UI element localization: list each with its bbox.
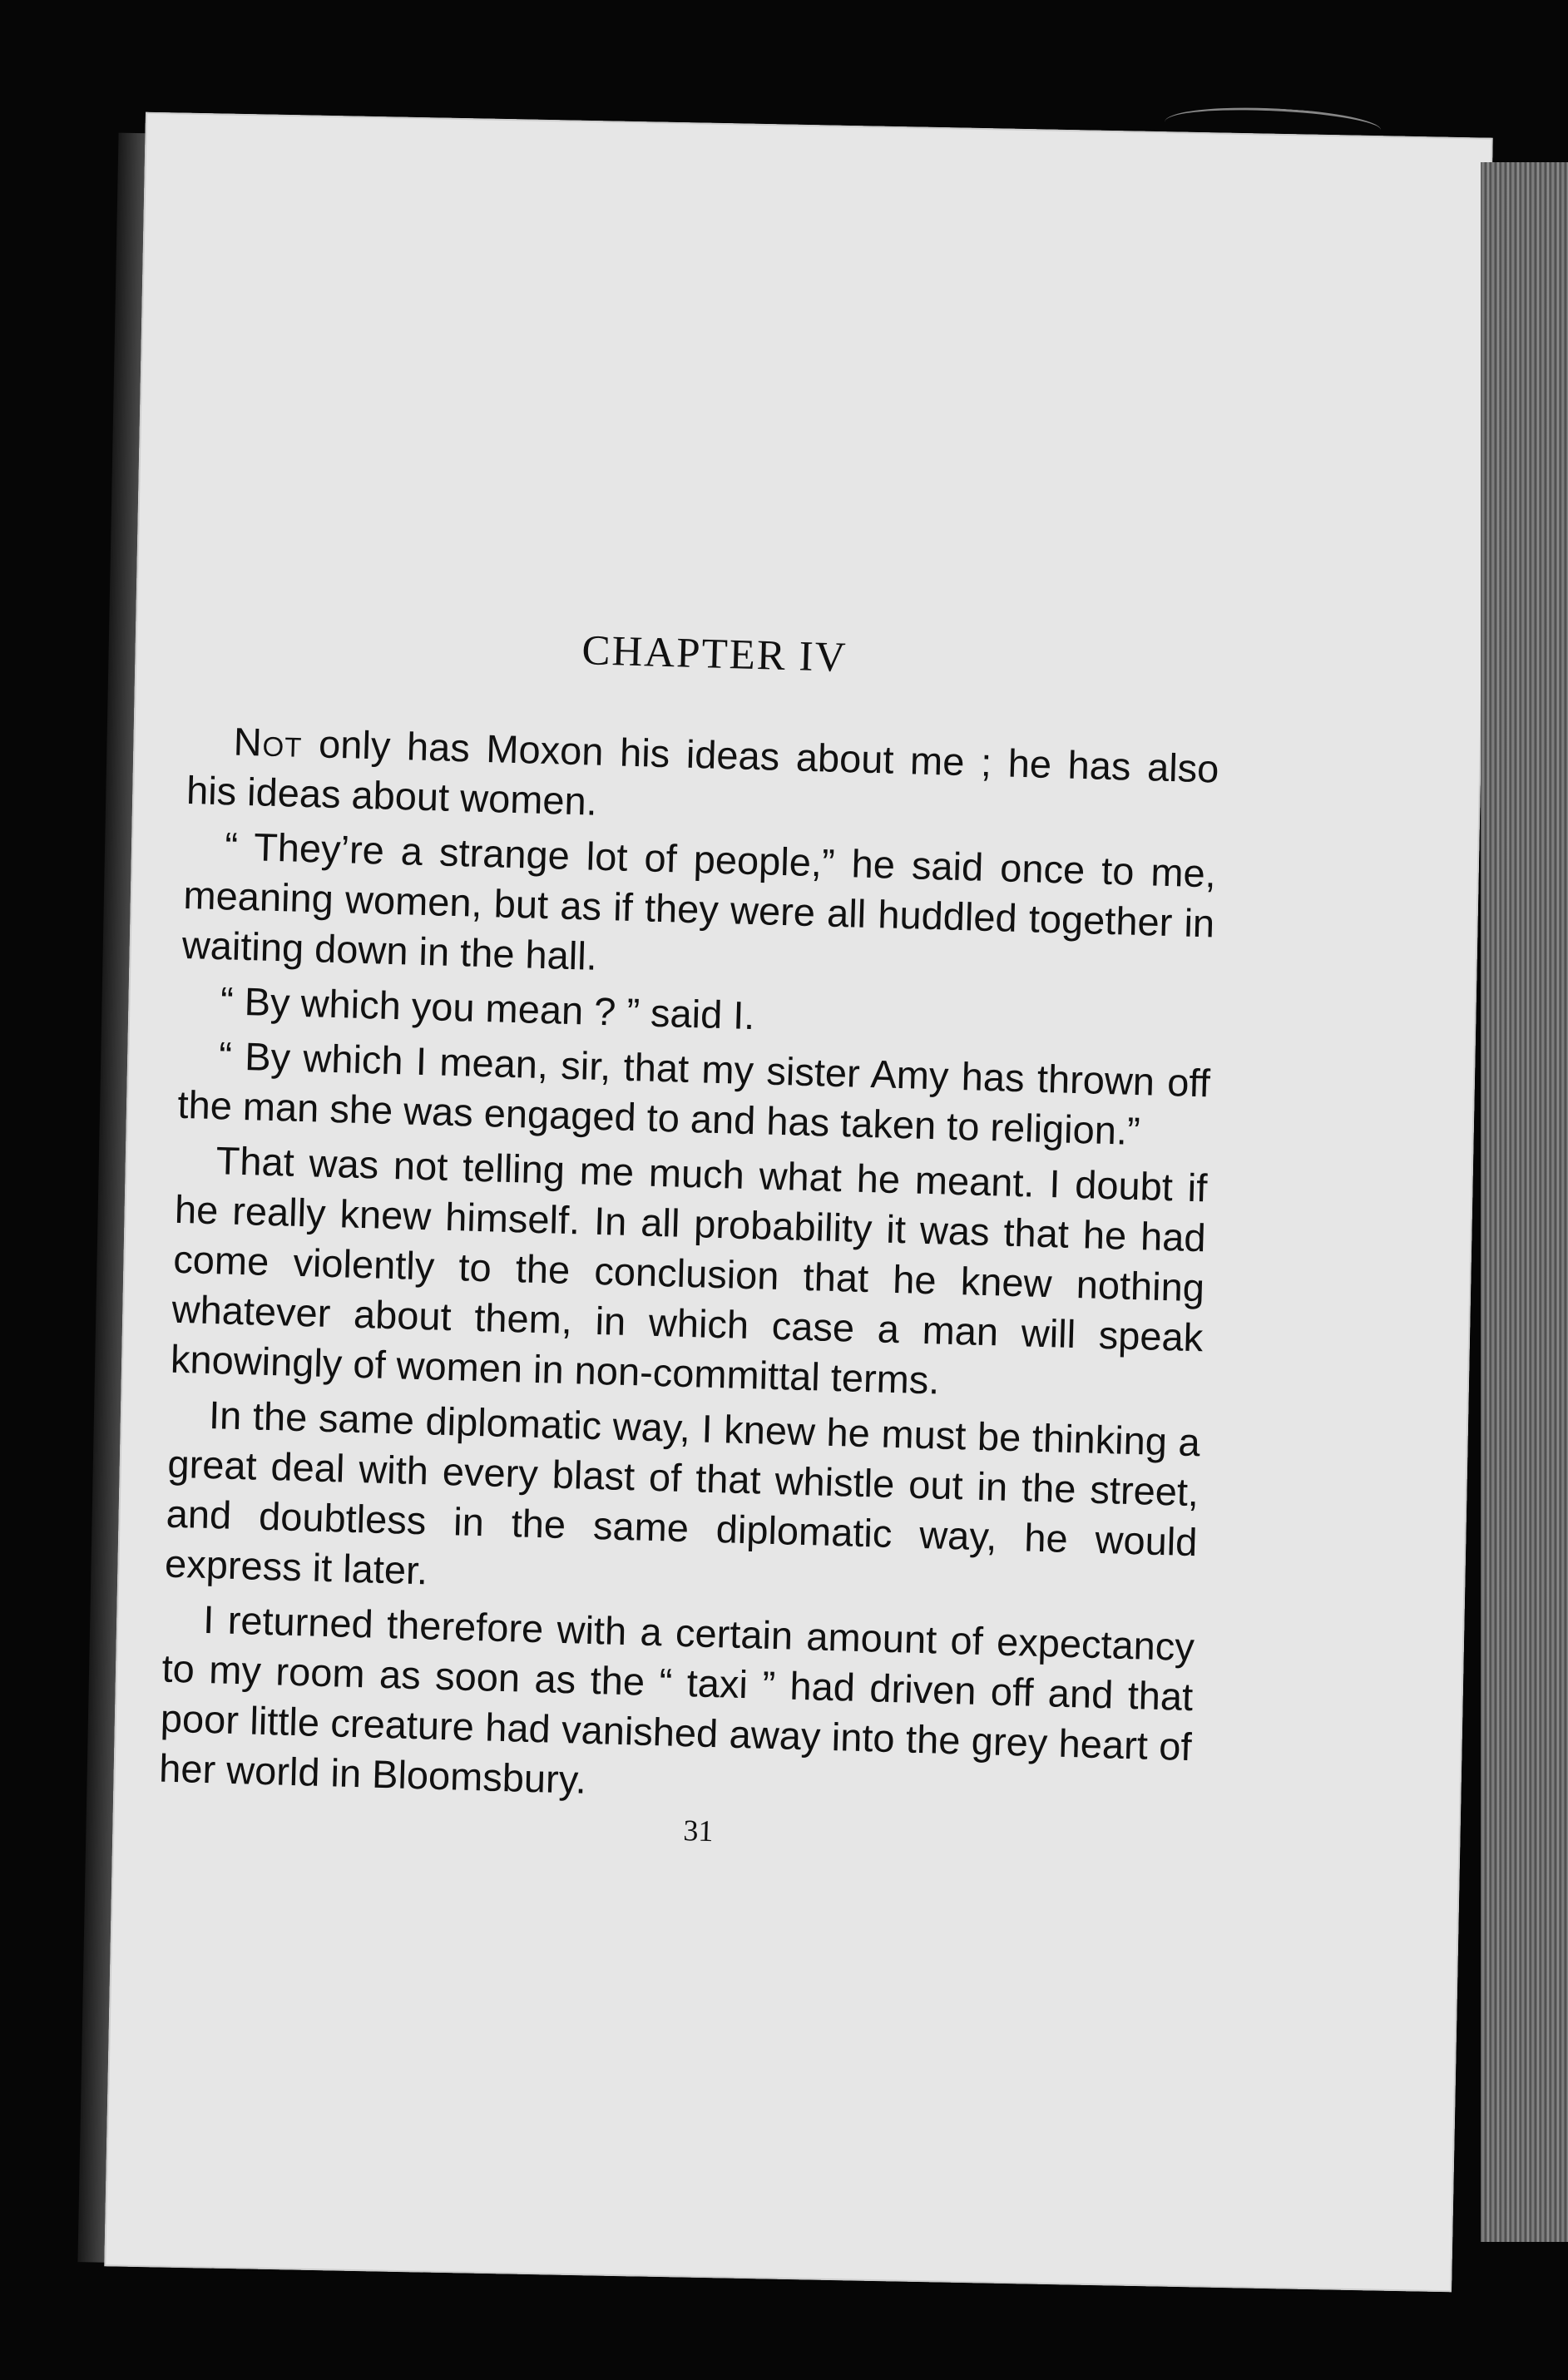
- paragraph-text: That was not telling me much what he meant. I doubt if he really knew himself. In all probability it was that he had come violently to the conclusion that he knew nothing whatever about them, in which case a man will speak knowingly of women in non-committal terms.: [170, 1138, 1209, 1403]
- paragraph: [158, 1594, 1195, 1823]
- page-text-block: [157, 616, 1222, 1862]
- paragraph-lead-small-caps: Not: [233, 719, 304, 765]
- paragraph: [164, 1389, 1200, 1618]
- paragraph-text: “ By which I mean, sir, that my sister Amy has thrown off the man she was engaged to and has taken to religion.”: [176, 1033, 1211, 1154]
- page-fore-edge: [1481, 162, 1568, 2242]
- page-number: 31: [682, 1813, 715, 1848]
- paragraph-text: only has Moxon his ideas about me ; he has also his ideas about women.: [185, 720, 1220, 824]
- paragraph-text: I returned therefore with a certain amount of expectancy to my room as soon as the “ taxi ” had driven off and that poor little creature had vanished away into the grey heart of her world in Bloomsbury.: [158, 1596, 1195, 1802]
- paragraph-text: “ By which you mean ? ” said I.: [220, 978, 756, 1038]
- paragraph: [170, 1135, 1208, 1413]
- paragraph-text: “ They’re a strange lot of people,” he said once to me, meaning women, but as if they were all huddled together in waiting down in the hall.: [181, 824, 1217, 978]
- paragraph: [181, 820, 1217, 999]
- paragraph-text: In the same diplomatic way, I knew he must be thinking a great deal with every blast of that whistle out in the street, and doubtless in the same diplomatic way, he would express it later.: [164, 1392, 1201, 1593]
- chapter-title: CHAPTER IV: [581, 627, 848, 682]
